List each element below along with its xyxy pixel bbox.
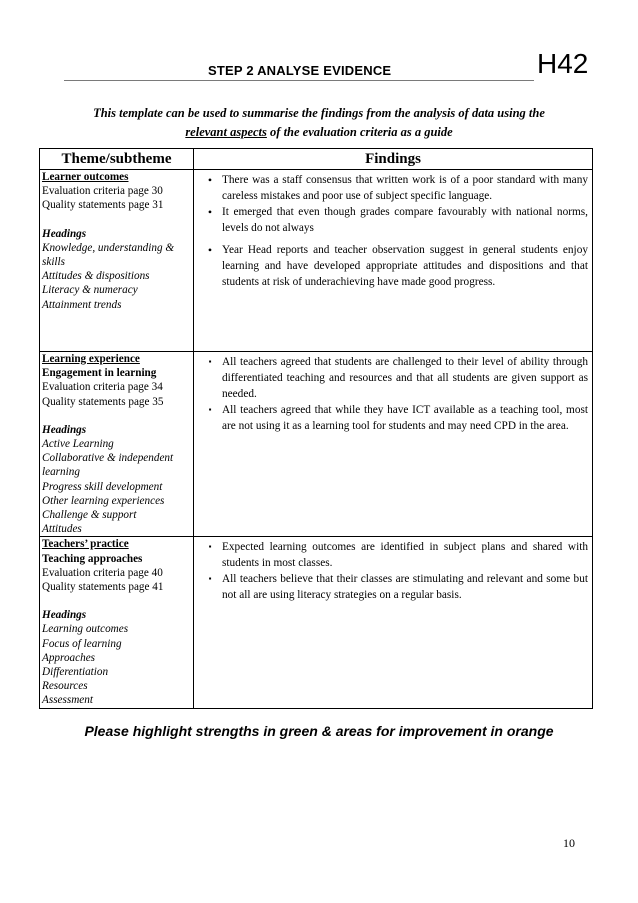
findings-cell <box>194 537 593 709</box>
heading-item: Assessment <box>42 694 93 707</box>
theme-cell <box>40 352 194 537</box>
table-row <box>40 537 593 709</box>
heading-item: Active Learning <box>42 438 114 451</box>
heading-item: Collaborative & independent learning <box>42 452 174 479</box>
findings-column-header: Findings <box>194 149 593 170</box>
heading-item: Attitudes <box>42 523 82 536</box>
heading-item: Challenge & support <box>42 509 137 522</box>
highlight-instruction: Please highlight strengths in green & areas for improvement in orange <box>84 723 554 739</box>
heading-item: Progress skill development <box>42 480 163 493</box>
criteria-ref: Evaluation criteria page 30 <box>42 185 163 198</box>
criteria-ref: Evaluation criteria page 34 <box>42 381 163 394</box>
heading-item: Attitudes & dispositions <box>42 270 150 283</box>
header-divider <box>64 80 534 81</box>
theme-title: Teachers’ practice <box>42 538 129 551</box>
page-title: STEP 2 ANALYSE EVIDENCE <box>208 63 392 78</box>
statements-ref: Quality statements page 31 <box>42 199 164 212</box>
bullet-icon: • <box>207 205 213 219</box>
criteria-ref: Evaluation criteria page 40 <box>42 566 163 579</box>
heading-item: Learning outcomes <box>42 623 129 636</box>
finding-item: • There was a staff consensus that written work is of a poor standard with many careless mistakes and poor use of subject specific language. <box>202 172 588 204</box>
theme-column-header: Theme/subtheme <box>40 149 194 170</box>
finding-item: ▪ Expected learning outcomes are identified in subject plans and shared with students in most classes. <box>202 539 588 571</box>
square-bullet-icon: ▪ <box>208 405 212 414</box>
heading-item: Focus of learning <box>42 637 122 650</box>
square-bullet-icon: ▪ <box>208 357 212 366</box>
table-row <box>40 170 593 352</box>
finding-item: ▪ All teachers believe that their classes are stimulating and relevant and some but not all are using literacy strategies on a regular basis. <box>202 571 588 603</box>
intro-text <box>40 104 598 142</box>
theme-title: Learning experience <box>42 353 140 365</box>
square-bullet-icon: ▪ <box>208 542 212 552</box>
intro-line-2-rest: of the evaluation criteria as a guide <box>266 125 453 139</box>
heading-item: Literacy & numeracy <box>42 284 138 297</box>
finding-item: ▪ All teachers agreed that while they have ICT available as a teaching tool, most are not using it as a learning tool for students and may need CPD in the area. <box>202 402 588 434</box>
finding-item: • It emerged that even though grades compare favourably with national norms, levels do not always <box>202 204 588 236</box>
heading-item: Resources <box>42 680 88 693</box>
bullet-icon: • <box>207 243 213 257</box>
finding-item: ▪ All teachers agreed that students are challenged to their level of ability through differentiated teaching and resources and that all students are given support as needed. <box>202 354 588 402</box>
heading-item: Differentiation <box>42 666 109 679</box>
table-header-row <box>40 149 593 170</box>
headings-label: Headings <box>42 227 87 240</box>
statements-ref: Quality statements page 35 <box>42 395 164 408</box>
theme-title: Learner outcomes <box>42 171 129 183</box>
headings-label: Headings <box>42 609 87 622</box>
statements-ref: Quality statements page 41 <box>42 581 164 594</box>
subtheme-title: Teaching approaches <box>42 552 143 565</box>
bullet-icon: • <box>207 173 213 187</box>
evaluation-table <box>39 148 593 709</box>
heading-item: Attainment trends <box>42 298 122 311</box>
heading-item: Other learning experiences <box>42 494 165 507</box>
intro-line-2 <box>40 123 598 142</box>
heading-item: Approaches <box>42 651 96 664</box>
findings-cell <box>194 352 593 537</box>
findings-cell <box>194 170 593 352</box>
theme-cell <box>40 170 194 352</box>
intro-underlined: relevant aspects <box>185 125 267 139</box>
headings-label: Headings <box>42 423 87 436</box>
table-row <box>40 352 593 537</box>
square-bullet-icon: ▪ <box>208 574 212 584</box>
intro-line-1: This template can be used to summarise the findings from the analysis of data using the <box>93 106 545 120</box>
document-code: H42 <box>537 48 589 79</box>
theme-cell <box>40 537 194 709</box>
finding-item: • Year Head reports and teacher observation suggest in general students enjoy learning and have developed appropriate attitudes and dispositions and that students at risk of underachieving have made good progress. <box>202 242 588 290</box>
heading-item: Knowledge, understanding & skills <box>42 241 175 269</box>
page-number: 10 <box>563 836 575 850</box>
subtheme-title: Engagement in learning <box>42 367 157 380</box>
